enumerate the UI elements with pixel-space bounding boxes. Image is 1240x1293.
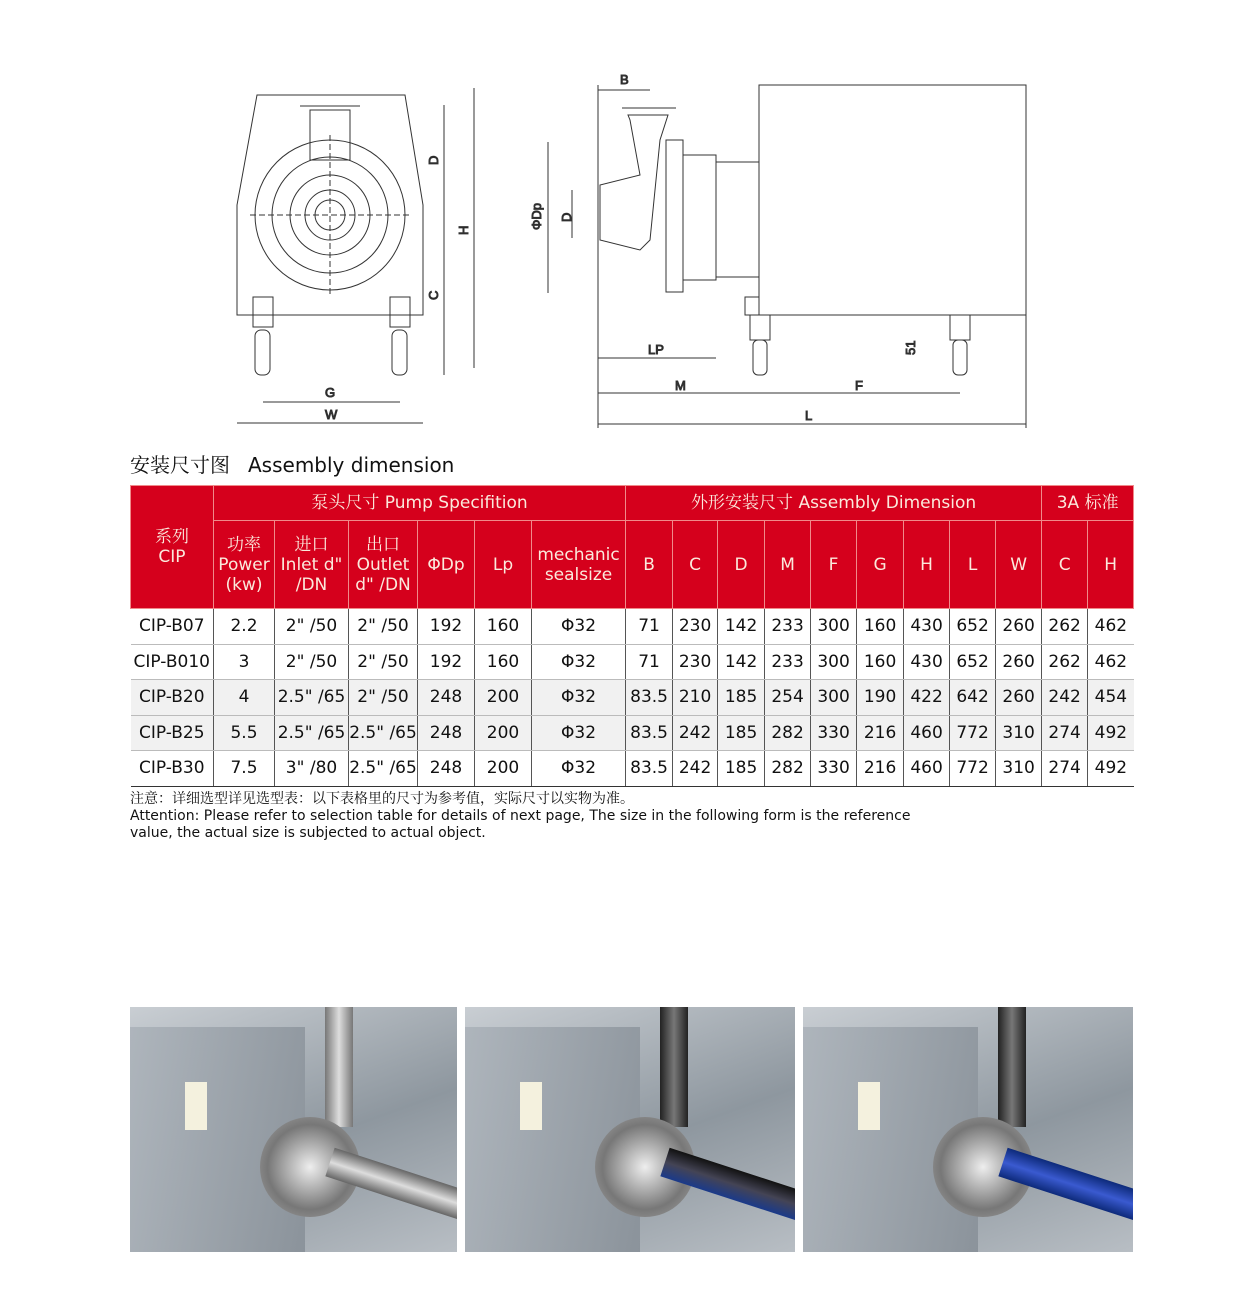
value-cell: 2.5" /65 [349,751,418,787]
value-cell: 2" /50 [349,609,418,645]
value-cell: 462 [1088,609,1134,645]
value-cell: 190 [857,680,904,716]
value-cell: 200 [475,715,532,751]
value-cell: 300 [811,609,857,645]
column-header: D [718,521,765,609]
front-view-drawing [237,88,474,423]
title-cn: 安装尺寸图 [130,453,230,477]
product-photo-2 [465,1007,795,1252]
value-cell: 142 [718,644,765,680]
dim-label-m: M [675,378,686,393]
value-cell: 300 [811,680,857,716]
value-cell: 2.5" /65 [275,680,349,716]
table-row [131,680,1134,716]
column-header: 功率 Power (kw) [214,521,275,609]
value-cell: 274 [1042,751,1088,787]
value-cell: 142 [718,609,765,645]
value-cell: 310 [996,751,1042,787]
value-cell: 2" /50 [349,680,418,716]
value-cell: 652 [950,644,996,680]
value-cell: 460 [904,715,950,751]
value-cell: 652 [950,609,996,645]
value-cell: 160 [857,609,904,645]
value-cell: 216 [857,751,904,787]
value-cell: 262 [1042,609,1088,645]
value-cell: Φ32 [532,715,626,751]
value-cell: 7.5 [214,751,275,787]
section-title [130,449,472,478]
value-cell: 160 [475,609,532,645]
column-header: B [626,521,673,609]
value-cell: 430 [904,609,950,645]
value-cell: 192 [418,644,475,680]
value-cell: 242 [1042,680,1088,716]
value-cell: 260 [996,644,1042,680]
side-view-drawing [529,72,1026,428]
dim-label-g: G [325,385,336,400]
value-cell: 248 [418,751,475,787]
header-3a: 3A 标准 [1042,486,1134,521]
value-cell: 71 [626,644,673,680]
value-cell: 5.5 [214,715,275,751]
model-cell: CIP-B30 [131,751,214,787]
value-cell: 430 [904,644,950,680]
value-cell: 83.5 [626,715,673,751]
value-cell: 2" /50 [275,609,349,645]
value-cell: 185 [718,680,765,716]
note-en: Attention: Please refer to selection table for details of next page, The size in the following form is the reference value, the actual size is subjected to actual object. [130,808,911,841]
header-series: 系列 CIP [131,486,214,609]
value-cell: 2" /50 [275,644,349,680]
header-assembly: 外形安装尺寸 Assembly Dimension [626,486,1042,521]
column-header: F [811,521,857,609]
column-header: Lp [475,521,532,609]
model-cell: CIP-B010 [131,644,214,680]
column-header: C [1042,521,1088,609]
dim-label-l: L [805,408,813,423]
value-cell: 300 [811,644,857,680]
value-cell: Φ32 [532,644,626,680]
value-cell: 2.5" /65 [349,715,418,751]
value-cell: 2.5" /65 [275,715,349,751]
title-en: Assembly dimension [248,453,455,477]
value-cell: 242 [673,751,718,787]
value-cell: 242 [673,715,718,751]
value-cell: Φ32 [532,680,626,716]
value-cell: 462 [1088,644,1134,680]
value-cell: 262 [1042,644,1088,680]
value-cell: 160 [475,644,532,680]
attention-note [130,791,930,842]
value-cell: 260 [996,680,1042,716]
value-cell: 248 [418,715,475,751]
dim-label-f: F [855,378,863,393]
value-cell: 254 [765,680,811,716]
value-cell: 230 [673,609,718,645]
value-cell: 274 [1042,715,1088,751]
value-cell: 260 [996,609,1042,645]
value-cell: 2.2 [214,609,275,645]
value-cell: 83.5 [626,751,673,787]
dim-label-51: 51 [903,340,918,355]
value-cell: 192 [418,609,475,645]
table-row [131,751,1134,787]
value-cell: 216 [857,715,904,751]
value-cell: 3" /80 [275,751,349,787]
value-cell: 200 [475,680,532,716]
dim-label-d: D [426,155,441,165]
column-header: ΦDp [418,521,475,609]
value-cell: 83.5 [626,680,673,716]
dimension-table [130,485,1134,787]
value-cell: 454 [1088,680,1134,716]
value-cell: 185 [718,751,765,787]
product-photo-1 [130,1007,457,1252]
dim-label-phidp: ΦDp [529,203,544,230]
model-cell: CIP-B20 [131,680,214,716]
value-cell: 4 [214,680,275,716]
value-cell: 492 [1088,715,1134,751]
value-cell: 330 [811,751,857,787]
dim-label-h: H [456,225,471,235]
column-header: H [904,521,950,609]
column-header: M [765,521,811,609]
model-cell: CIP-B07 [131,609,214,645]
value-cell: 422 [904,680,950,716]
value-cell: 772 [950,751,996,787]
value-cell: 492 [1088,751,1134,787]
column-header: G [857,521,904,609]
value-cell: 230 [673,644,718,680]
table-row [131,644,1134,680]
value-cell: 642 [950,680,996,716]
column-header: 出口 Outlet d" /DN [349,521,418,609]
column-header: H [1088,521,1134,609]
header-pump-spec: 泵头尺寸 Pump Specifition [214,486,626,521]
value-cell: Φ32 [532,751,626,787]
table-row [131,609,1134,645]
value-cell: 71 [626,609,673,645]
value-cell: 160 [857,644,904,680]
value-cell: 185 [718,715,765,751]
assembly-drawings [0,0,1240,440]
value-cell: 233 [765,609,811,645]
value-cell: 233 [765,644,811,680]
model-cell: CIP-B25 [131,715,214,751]
value-cell: 248 [418,680,475,716]
column-header: C [673,521,718,609]
value-cell: 330 [811,715,857,751]
column-header: W [996,521,1042,609]
column-header: L [950,521,996,609]
value-cell: 460 [904,751,950,787]
value-cell: 282 [765,751,811,787]
value-cell: 282 [765,715,811,751]
dim-label-b: B [620,72,629,87]
value-cell: 3 [214,644,275,680]
dim-label-c: C [426,290,441,300]
value-cell: 210 [673,680,718,716]
value-cell: 2" /50 [349,644,418,680]
column-header: 进口 Inlet d" /DN [275,521,349,609]
value-cell: 310 [996,715,1042,751]
value-cell: 200 [475,751,532,787]
product-photo-3 [803,1007,1133,1252]
dim-label-lp: LP [648,342,664,357]
note-cn: 注意：详细选型详见选型表：以下表格里的尺寸为参考值，实际尺寸以实物为准。 [130,791,634,807]
column-header: mechanic sealsize [532,521,626,609]
value-cell: Φ32 [532,609,626,645]
table-row [131,715,1134,751]
value-cell: 772 [950,715,996,751]
dim-label-d-side: D [559,212,574,222]
dim-label-w: W [325,407,338,422]
